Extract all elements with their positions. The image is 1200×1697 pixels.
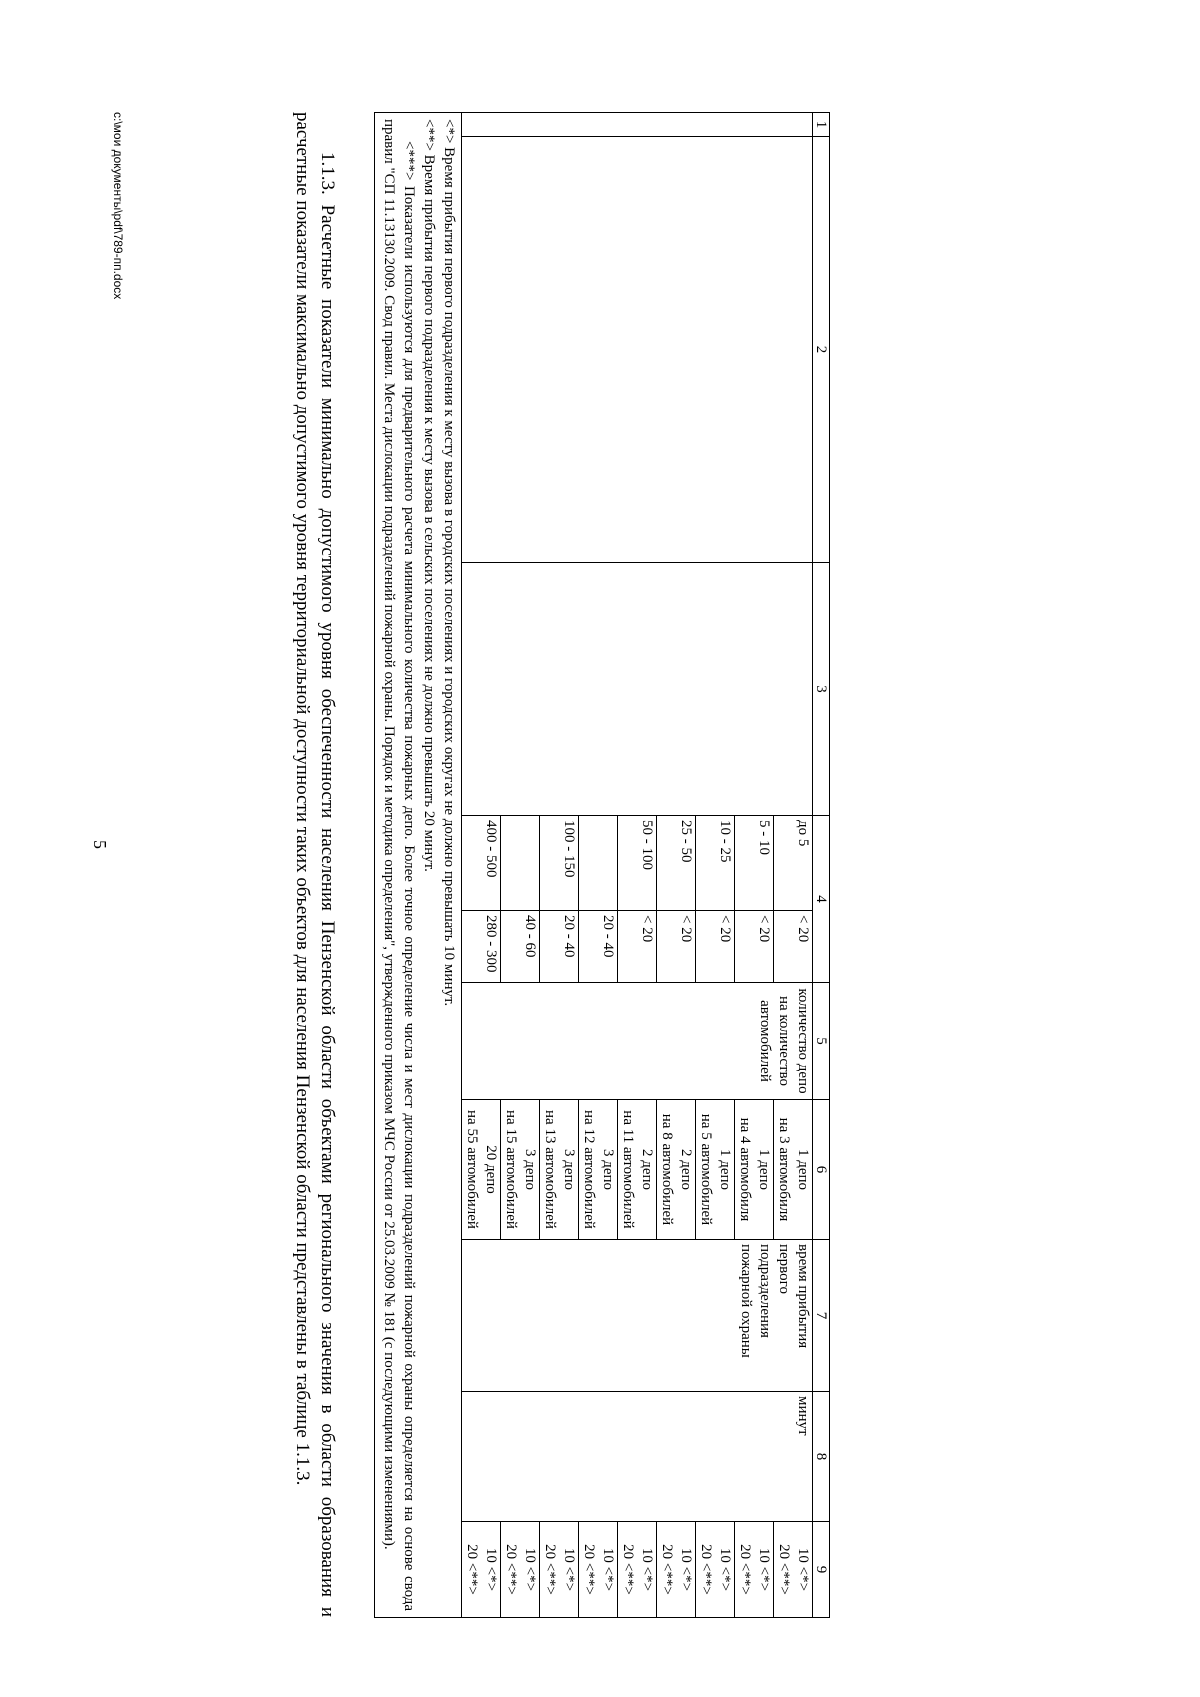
table-cell (579, 113, 618, 137)
table-cell (501, 1522, 540, 1618)
table-cell (735, 911, 774, 983)
cell-text: 20 <**> (659, 1544, 675, 1595)
cell-text: 20 <**> (776, 1544, 792, 1595)
table-cell (774, 113, 813, 137)
cell-text: 20 <**> (620, 1544, 636, 1595)
standards-table (374, 112, 830, 1618)
table-cell (618, 911, 657, 983)
table-cell (696, 113, 735, 137)
header-cell: 7 (813, 1240, 830, 1392)
table-cell (618, 1522, 657, 1618)
cell-text: 50 - 100 (639, 820, 655, 870)
table-cell (735, 1100, 774, 1240)
table-cell (501, 1100, 540, 1240)
cell-text: 10 <*> (600, 1547, 616, 1592)
cell-text: 20 депо (483, 1145, 499, 1194)
header-cell: 1 (813, 113, 830, 137)
table-cell (462, 816, 501, 911)
table-cell (462, 983, 813, 1100)
cell-text: 1 депо (717, 1148, 733, 1191)
cell-text: 1 депо (795, 1148, 811, 1191)
cell-text: 100 - 150 (561, 820, 577, 878)
table-cell (735, 137, 774, 563)
cell-text: 5 - 10 (756, 820, 772, 855)
table-cell (501, 563, 540, 816)
table-cell (774, 137, 813, 563)
table-cell (501, 137, 540, 563)
note-1: <*> Время прибытия первого подразделения к месту вызова в городских поселениях и городских округах не должно превышать 10 минут. (441, 119, 457, 1007)
table-cell (462, 1522, 501, 1618)
table-cell (696, 137, 735, 563)
table-cell (774, 816, 813, 911)
note-2: <**> Время прибытия первого подразделения к месту вызова в сельских поселениях не должно превышать 20 минут. (421, 119, 437, 872)
table-row (774, 113, 813, 1618)
table-cell (618, 1100, 657, 1240)
cell-text: на 15 автомобилей (503, 1110, 519, 1229)
table-cell (462, 1392, 813, 1522)
note-3: <***> Показатели используются для предварительного расчета минимального количества пожарных депо. Более точное определение числа и мест дислокации подразделений пожарной охраны определяется на основе свода правил "СП 11.13130.2009. Свод правил. Места дислокации подразделений пожарной охраны. Порядок и методика определения", утвержденного приказом МЧС России от 25.03.2009 № 181 (с последующими изменениями). (381, 119, 417, 1611)
cell-text: на 11 автомобилей (620, 1110, 636, 1229)
table-cell (579, 1100, 618, 1240)
table-cell (657, 911, 696, 983)
table-cell (657, 113, 696, 137)
cell-text: 3 депо (600, 1148, 616, 1191)
table-cell (540, 1522, 579, 1618)
header-cell: 4 (813, 816, 830, 983)
cell-text: 10 <*> (678, 1547, 694, 1592)
header-cell: 9 (813, 1522, 830, 1618)
cell-text: 20 <**> (737, 1544, 753, 1595)
table-cell (696, 1522, 735, 1618)
table-cell (579, 137, 618, 563)
cell-text: на 5 автомобилей (698, 1113, 714, 1226)
cell-text: 20 <**> (503, 1544, 519, 1595)
cell-text: 10 - 25 (717, 820, 733, 863)
cell-text: 3 депо (522, 1148, 538, 1191)
section-paragraph: 1.1.3. Расчетные показатели минимально допустимого уровня обеспеченности населения Пензенской области объектами регионального значения в области образования и расчетные показатели максимально допустимого уровня территориальной доступности таких объектов для населения Пензенской области представлены в таблице 1.1.3. (292, 112, 338, 1617)
table-cell (774, 1522, 813, 1618)
cell-text: 1 депо (756, 1148, 772, 1191)
table-header-row (813, 113, 830, 1618)
cell-text: 2 депо (678, 1148, 694, 1191)
cell-text: 10 <*> (795, 1547, 811, 1592)
table-cell (618, 816, 657, 911)
table-cell (540, 563, 579, 816)
cell-text: 20 <**> (464, 1544, 480, 1595)
cell-text: 20 - 40 (561, 915, 577, 958)
cell-text: количество депо на количество автомобилей (757, 988, 811, 1094)
table-cell (774, 911, 813, 983)
cell-text: до 5 (795, 820, 811, 847)
table-body (462, 113, 813, 1618)
table-cell (657, 563, 696, 816)
cell-text: на 8 автомобилей (659, 1113, 675, 1226)
header-cell: 3 (813, 563, 830, 816)
table-cell (540, 137, 579, 563)
table-cell (462, 1240, 813, 1392)
table-cell (462, 1100, 501, 1240)
table-cell (579, 563, 618, 816)
header-cell: 8 (813, 1392, 830, 1522)
cell-text: 20 <**> (542, 1544, 558, 1595)
table-cell (657, 816, 696, 911)
cell-text: на 12 автомобилей (581, 1110, 597, 1229)
table-cell (540, 113, 579, 137)
cell-text: на 4 автомобиля (737, 1117, 753, 1222)
table-cell (579, 816, 618, 911)
cell-text: минут (795, 1396, 811, 1436)
cell-text: 10 <*> (756, 1547, 772, 1592)
cell-text: 20 <**> (581, 1544, 597, 1595)
header-cell: 2 (813, 137, 830, 563)
table-cell (735, 816, 774, 911)
table-cell (462, 137, 501, 563)
table-cell (501, 816, 540, 911)
table-cell (696, 1100, 735, 1240)
cell-text: время прибытия первого подразделения пожарной охраны (738, 1244, 811, 1358)
table-cell (657, 1522, 696, 1618)
table-cell (540, 816, 579, 911)
notes-cell (375, 113, 462, 1618)
table-cell (618, 563, 657, 816)
table-cell (657, 137, 696, 563)
table-cell (462, 563, 501, 816)
table-cell (618, 113, 657, 137)
cell-text: 10 <*> (561, 1547, 577, 1592)
cell-text: 25 - 50 (678, 820, 694, 863)
cell-text: 10 <*> (483, 1547, 499, 1592)
cell-text: 40 - 60 (522, 915, 538, 958)
cell-text: < 20 (678, 915, 694, 943)
table-cell (462, 911, 501, 983)
table-cell (540, 1100, 579, 1240)
page-number: 5 (90, 840, 110, 849)
table-cell (501, 113, 540, 137)
cell-text: 20 - 40 (600, 915, 616, 958)
cell-text: < 20 (756, 915, 772, 943)
file-path-footer: c:\мои документы\pdf\789-пп.docx (111, 112, 125, 300)
table-cell (774, 563, 813, 816)
cell-text: 400 - 500 (483, 820, 499, 878)
table-cell (501, 911, 540, 983)
cell-text: 2 депо (639, 1148, 655, 1191)
cell-text: 10 <*> (639, 1547, 655, 1592)
cell-text: 280 - 300 (483, 915, 499, 973)
cell-text: 10 <*> (522, 1547, 538, 1592)
cell-text: 3 депо (561, 1148, 577, 1191)
cell-text: на 55 автомобилей (464, 1110, 480, 1229)
table-cell (735, 1522, 774, 1618)
table-cell (462, 113, 501, 137)
table-cell (696, 816, 735, 911)
cell-text: 20 <**> (698, 1544, 714, 1595)
header-cell: 6 (813, 1100, 830, 1240)
notes-row (375, 113, 462, 1618)
table-cell (735, 563, 774, 816)
cell-text: < 20 (639, 915, 655, 943)
table-cell (696, 563, 735, 816)
cell-text: < 20 (717, 915, 733, 943)
table-cell (735, 113, 774, 137)
table-cell (657, 1100, 696, 1240)
table-cell (696, 911, 735, 983)
cell-text: < 20 (795, 915, 811, 943)
cell-text: 10 <*> (717, 1547, 733, 1592)
table-cell (579, 1522, 618, 1618)
table-cell (774, 1100, 813, 1240)
header-cell: 5 (813, 983, 830, 1100)
table-cell (579, 911, 618, 983)
cell-text: на 3 автомобиля (776, 1117, 792, 1222)
table-cell (618, 137, 657, 563)
table-cell (540, 911, 579, 983)
cell-text: на 13 автомобилей (542, 1110, 558, 1229)
